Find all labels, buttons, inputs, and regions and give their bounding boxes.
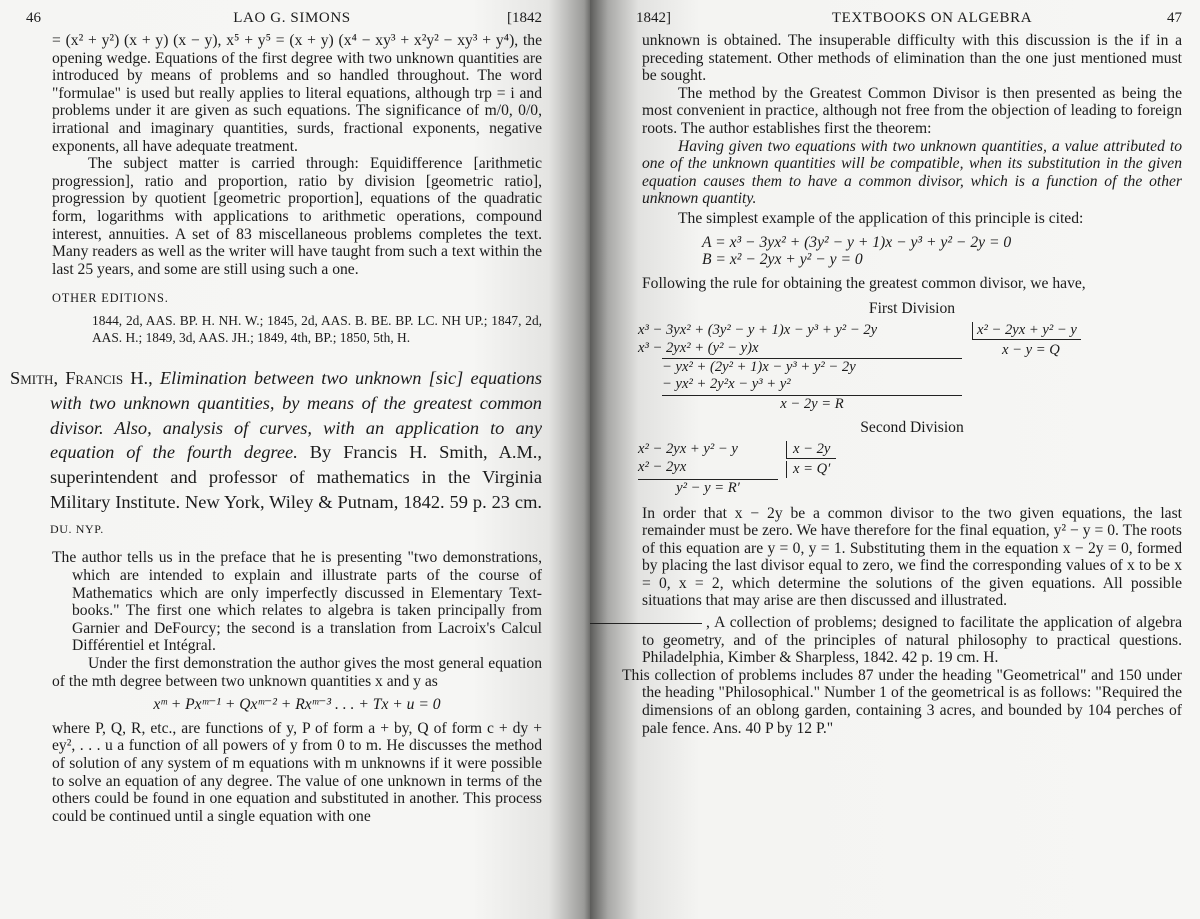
- right-running-title: TEXTBOOKS ON ALGEBRA: [831, 10, 1033, 26]
- bibliography-entry-collection: [642, 614, 1182, 667]
- right-running-head: [636, 6, 1182, 32]
- sd-dividend: x² − 2yx + y² − y: [638, 440, 738, 457]
- right-page: [590, 0, 1200, 919]
- sd-divisor: x − 2y: [786, 441, 836, 459]
- left-body: [10, 32, 542, 825]
- left-year-tag: [1842: [507, 10, 542, 26]
- entry-author: Smith, Francis H.,: [10, 367, 153, 388]
- sd-remainder: y² − y = R′: [638, 479, 778, 497]
- equation-b: B = x² − 2yx + y² − y = 0: [702, 251, 863, 269]
- first-division: [638, 322, 1182, 413]
- entry-dash-rule: [590, 623, 702, 624]
- right-paragraph-1: unknown is obtained. The insuperable difficulty with this discussion is the if in a preceding statement. Other methods of elimination than the one just mentioned must be sought.: [642, 32, 1182, 85]
- fd-quotient: x − y = Q: [1002, 341, 1060, 358]
- entry-2-text: , A collection of problems; designed to facilitate the application of algebra to geometry, and of the principles of natural philosophy to practical questions. Philadelphia, Kimber & Sharpless, 1842. 42 p. 19 cm. H.: [642, 614, 1182, 667]
- second-division-label: Second Division: [860, 418, 964, 436]
- left-paragraph-4: Under the first demonstration the author gives the most general equation of the mth degree between two unknown quantities x and y as: [52, 655, 542, 690]
- bibliography-entry-smith: [10, 366, 542, 542]
- right-paragraph-4: Following the rule for obtaining the greatest common divisor, we have,: [642, 274, 1086, 292]
- right-paragraph-6: This collection of problems includes 87 under the heading "Geometrical" and 150 under the heading "Philosophical." Number 1 of the geometrical is as follows: "Required the dimensions of an oblong garden, containing 3 acres, and bounded by 104 perches of pale fence. Ans. 40 P by 12 P.": [622, 666, 1182, 737]
- first-division-label: First Division: [868, 300, 956, 318]
- right-page-number: 47: [1167, 10, 1182, 26]
- second-division: [638, 441, 1182, 497]
- fd-remainder: x − 2y = R: [662, 395, 962, 413]
- right-body: [622, 32, 1182, 737]
- other-editions-list: 1844, 2d, AAS. BP. H. NH. W.; 1845, 2d, AAS. B. BE. BP. LC. NH UP.; 1847, 2d, AAS. H.; 1849, 3d, AAS. JH.; 1849, 4th, BP.; 1850, 5th, H.: [92, 312, 542, 345]
- sd-line-2: x² − 2yx: [638, 458, 687, 475]
- right-paragraph-3: The simplest example of the application of this principle is cited:: [678, 209, 1084, 227]
- general-equation: xᵐ + Pxᵐ⁻¹ + Qxᵐ⁻² + Rxᵐ⁻³ . . . + Tx + u = 0: [153, 696, 441, 714]
- right-paragraph-2: The method by the Greatest Common Divisor is then presented as being the most convenient in practice, although not free from the objection of leading to foreign roots. The author establishes first the theorem:: [642, 84, 1182, 137]
- fd-divisor: x² − 2yx + y² − y: [972, 322, 1081, 340]
- entry-locations: DU. NYP.: [50, 521, 104, 536]
- sd-quotient: x = Q′: [786, 461, 836, 478]
- fd-line-3: − yx² + (2y² + 1)x − y³ + y² − 2y: [662, 358, 962, 376]
- left-running-title: LAO G. SIMONS: [233, 10, 351, 26]
- fd-dividend: x³ − 3yx² + (3y² − y + 1)x − y³ + y² − 2y: [638, 321, 878, 338]
- left-running-head: [26, 6, 542, 32]
- right-year-tag: 1842]: [636, 10, 671, 26]
- entry-publication: By Francis H. Smith, A.M., superintendent and professor of mathematics in the Virginia Military Institute. New York, Wiley & Putnam, 1842. 59 p. 23 cm.: [50, 442, 542, 512]
- left-page: [0, 0, 590, 919]
- fd-line-4: − yx² + 2y²x − y³ + y²: [662, 375, 791, 392]
- equations-a-b: [702, 234, 1182, 269]
- left-paragraph-3: The author tells us in the preface that he is presenting "two demonstrations, which are intended to explain and illustrate parts of the course of Mathematics which are only imperfectly discussed in Elementary Text-books." The first one which relates to algebra is taken principally from Garnier and DeFourcy; the second is a translation from Lacroix's Calcul Différentiel et Intégral.: [52, 549, 542, 655]
- left-paragraph-5: where P, Q, R, etc., are functions of y, P of form a + by, Q of form c + dy + ey², . . . u a function of all powers of y from 0 to m. He discusses the method of solution of any system of m equations with m unknowns if it were possible to solve an equation of any degree. The value of one unknown in terms of the others could be found in one equation and substituted in another. This process could be continued until a single equation with one: [52, 719, 542, 825]
- left-paragraph-1: = (x² + y²) (x + y) (x − y), x⁵ + y⁵ = (x + y) (x⁴ − xy³ + x²y² − xy³ + y⁴), the opening wedge. Equations of the first degree with two unknown quantities are introduced by means of problems and so handled throughout. The word "formulae" is used but really applies to literal equations, although trp = i and problems under it are given as such equations. The significance of m/0, 0/0, irrational and imaginary quantities, surds, fractional exponents, negative exponents, all have adequate treatment.: [52, 32, 542, 155]
- fd-line-2: x³ − 2yx² + (y² − y)x: [638, 339, 759, 356]
- right-paragraph-5: In order that x − 2y be a common divisor to the two given equations, the last remainder must be zero. We have therefore for the final equation, y² − y = 0. The roots of this equation are y = 0, y = 1. Substituting them in the equation x − 2y = 0, formed by placing the last divisor equal to zero, we find the corresponding values of x to be x = 0, x = 2, which determine the solutions of the given equations. All possible situations that may arise are then discussed and illustrated.: [642, 504, 1182, 610]
- left-paragraph-2: The subject matter is carried through: Equidifference [arithmetic progression], ratio and proportion, ratio by division [geometric ratio], progression by quotient [geometric proportion], equations of the quadratic form, logarithms with applications to arithmetic operations, compound interest, annuities. A set of 83 miscellaneous problems completes the text. Many readers as well as the writer will have taught from such a text within the last 25 years, and some are still using such a one.: [52, 155, 542, 278]
- equation-a: A = x³ − 3yx² + (3y² − y + 1)x − y³ + y² − 2y = 0: [702, 233, 1012, 251]
- entry-title: Elimination between two unknown [sic] equations with two unknown quantities, by means of the greatest common divisor. Also, analysis of curves, with an application to any equation of the fourth degree.: [50, 367, 542, 463]
- other-editions-heading: OTHER EDITIONS.: [52, 291, 169, 306]
- left-page-number: 46: [26, 10, 41, 26]
- theorem-statement: Having given two equations with two unknown quantities, a value attributed to one of the unknown quantities will be compatible, when its substitution in the given equation causes them to have a common divisor, which is a function of the other unknown quantity.: [642, 137, 1182, 208]
